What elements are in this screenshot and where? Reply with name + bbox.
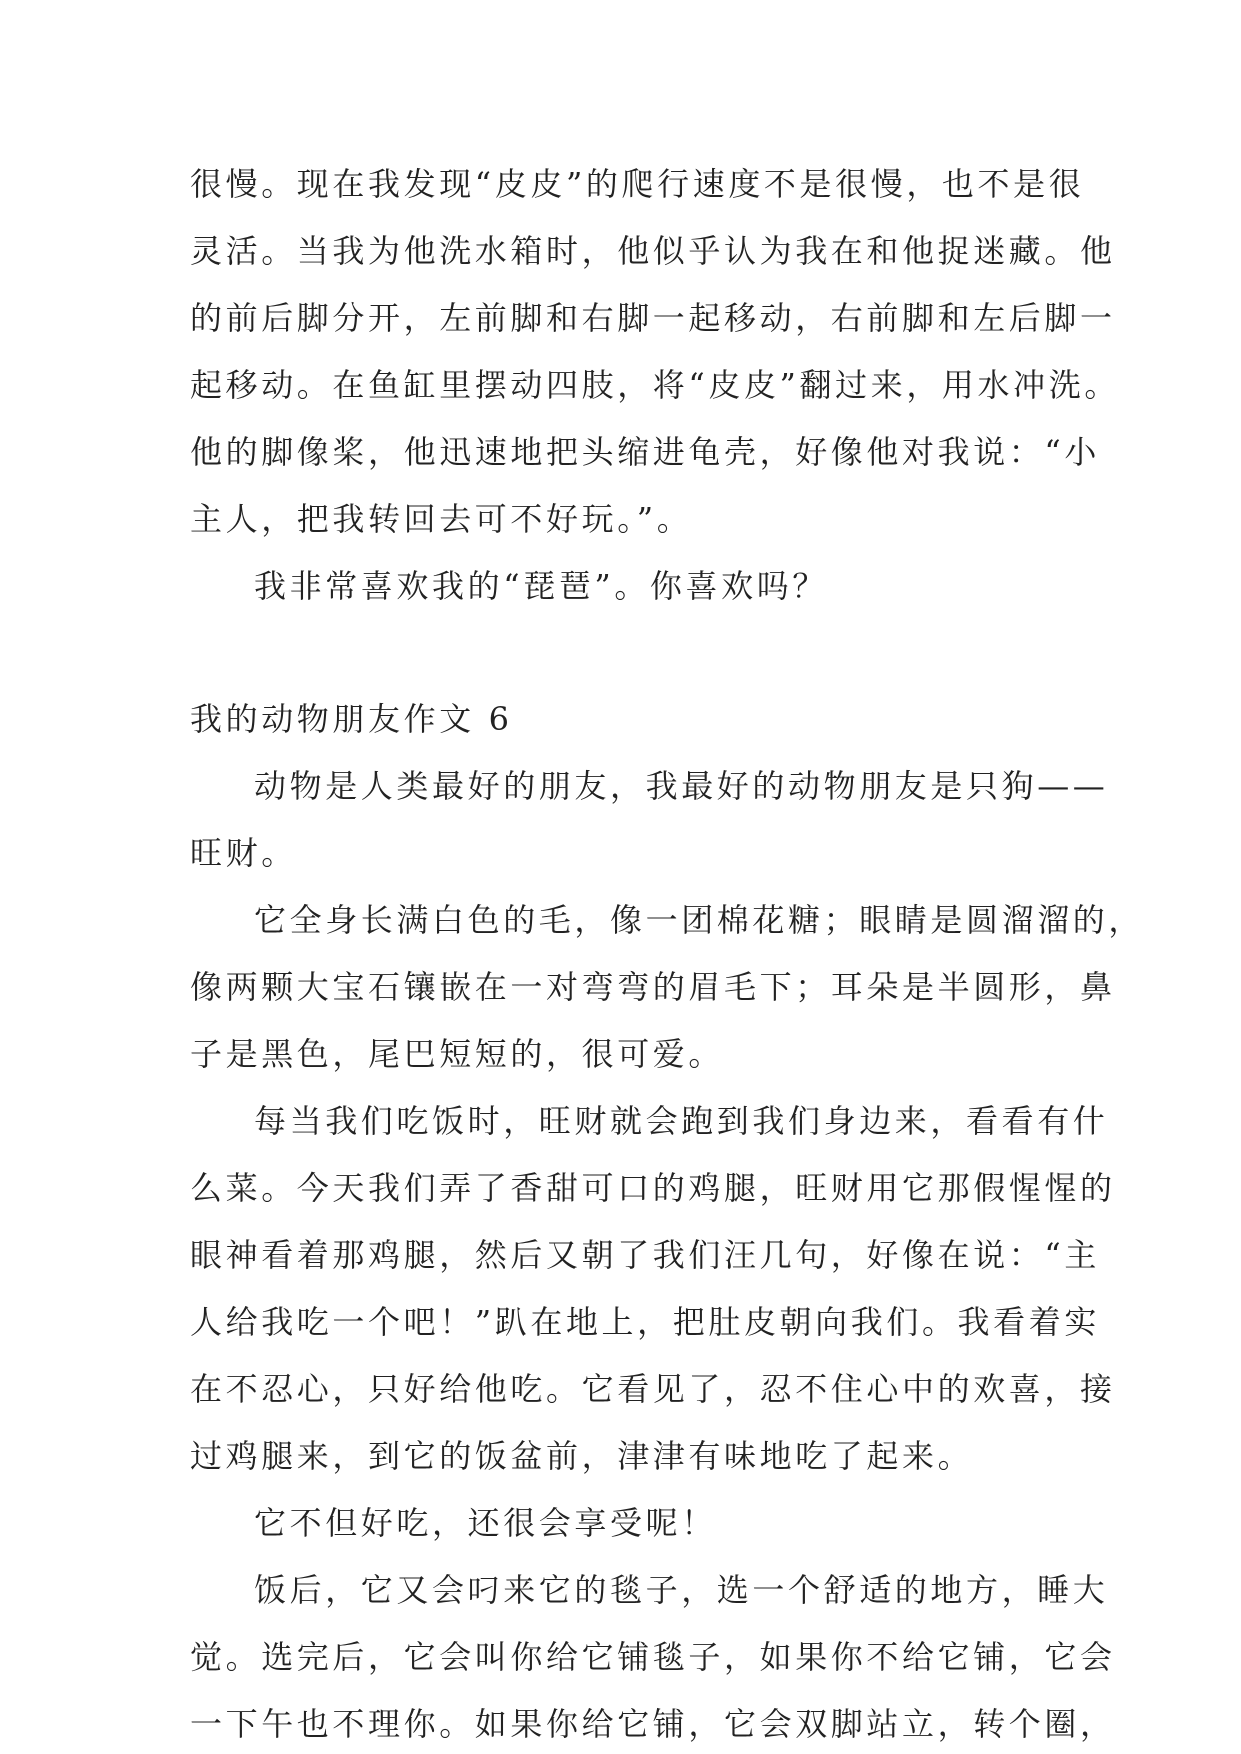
paragraph-1-line-5: 他的脚像桨，他迅速地把头缩进龟壳，好像他对我说：“小 [190,433,1100,471]
paragraph-5-line-4: 人给我吃一个吧！”趴在地上，把肚皮朝向我们。我看着实 [190,1303,1100,1341]
paragraph-5-line-6: 过鸡腿来，到它的饭盆前，津津有味地吃了起来。 [190,1437,974,1475]
paragraph-5-line-3: 眼神看着那鸡腿，然后又朝了我们汪几句，好像在说：“主 [190,1236,1100,1274]
paragraph-1-line-4: 起移动。在鱼缸里摆动四肢，将“皮皮”翻过来，用水冲洗。 [190,366,1120,404]
paragraph-1-line-6: 主人，把我转回去可不好玩。”。 [190,500,693,538]
paragraph-1-line-3: 的前后脚分开，左前脚和右脚一起移动，右前脚和左后脚一 [190,299,1116,337]
paragraph-5-line-5: 在不忍心，只好给他吃。它看见了，忍不住心中的欢喜，接 [190,1370,1116,1408]
paragraph-3-line-1: 动物是人类最好的朋友，我最好的动物朋友是只狗—— [254,767,1109,805]
paragraph-4-line-3: 子是黑色，尾巴短短的，很可爱。 [190,1035,725,1073]
paragraph-1-line-1: 很慢。现在我发现“皮皮”的爬行速度不是很慢，也不是很 [190,165,1085,203]
section-title: 我的动物朋友作文 6 [190,700,513,738]
paragraph-3-line-2: 旺财。 [190,834,297,872]
paragraph-6-line-1: 它不但好吃，还很会享受呢！ [254,1504,717,1542]
paragraph-5-line-2: 么菜。今天我们弄了香甜可口的鸡腿，旺财用它那假惺惺的 [190,1169,1116,1207]
paragraph-2-line-1: 我非常喜欢我的“琵琶”。你喜欢吗？ [254,567,828,605]
paragraph-4-line-1: 它全身长满白色的毛，像一团棉花糖；眼睛是圆溜溜的， [254,901,1145,939]
paragraph-7-line-2: 觉。选完后，它会叫你给它铺毯子，如果你不给它铺，它会 [190,1638,1116,1676]
paragraph-4-line-2: 像两颗大宝石镶嵌在一对弯弯的眉毛下；耳朵是半圆形，鼻 [190,968,1116,1006]
paragraph-1-line-2: 灵活。当我为他洗水箱时，他似乎认为我在和他捉迷藏。他 [190,232,1116,270]
paragraph-7-line-1: 饭后，它又会叼来它的毯子，选一个舒适的地方，睡大 [254,1571,1109,1609]
paragraph-7-line-3: 一下午也不理你。如果你给它铺，它会双脚站立，转个圈， [190,1705,1116,1743]
paragraph-5-line-1: 每当我们吃饭时，旺财就会跑到我们身边来，看看有什 [254,1102,1109,1140]
